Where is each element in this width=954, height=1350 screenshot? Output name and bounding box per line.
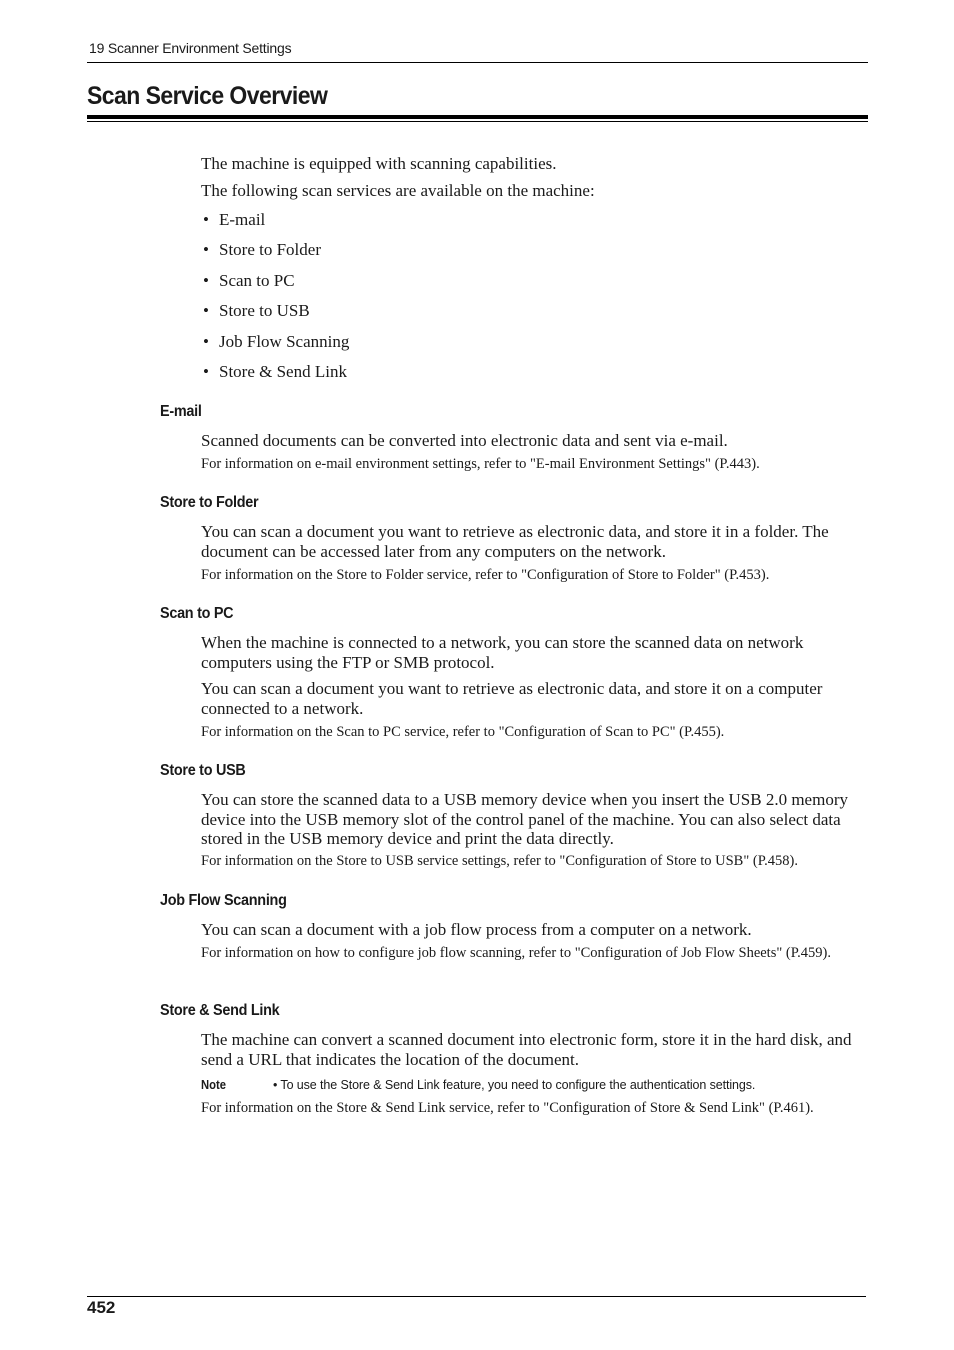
section-body: You can scan a document with a job flow process from a computer on a network. [201, 920, 752, 939]
intro-text: The machine is equipped with scanning capabilities. [201, 154, 557, 173]
section-reference: For information on e-mail environment settings, refer to "E-mail Environment Settings" (P.443). [201, 456, 760, 472]
page-title: Scan Service Overview [87, 82, 328, 110]
list-item: • Store & Send Link [203, 362, 347, 381]
running-head: 19 Scanner Environment Settings [89, 40, 292, 56]
section-reference: For information on the Store & Send Link service, refer to "Configuration of Store & Send Link" (P.461). [201, 1100, 814, 1116]
section-reference: For information on the Scan to PC service, refer to "Configuration of Scan to PC" (P.455). [201, 724, 725, 740]
intro-text: The following scan services are available on the machine: [201, 181, 595, 200]
page-number: 452 [87, 1298, 116, 1317]
section-reference: For information on the Store to USB service settings, refer to "Configuration of Store to USB" (P.458). [201, 853, 799, 869]
section-heading-job-flow-scanning: Job Flow Scanning [160, 892, 287, 909]
section-body: The machine can convert a scanned document into electronic form, store it in the hard disk, and send a URL that indicates the location of the document. [201, 1030, 852, 1069]
list-item-label: E-mail [219, 210, 266, 229]
footer-divider [87, 1296, 866, 1297]
list-item-label: Job Flow Scanning [219, 332, 350, 351]
section-body: You can scan a document you want to retrieve as electronic data, and store it in a folder. The document can be accessed later from any computers on the network. [201, 522, 829, 561]
section-reference: For information on the Store to Folder service, refer to "Configuration of Store to Folder" (P.453). [201, 567, 770, 583]
list-item: • Store to Folder [203, 240, 321, 259]
title-rule-thick [87, 115, 868, 119]
section-body: When the machine is connected to a network, you can store the scanned data on network computers using the FTP or SMB protocol. [201, 633, 804, 672]
note-label: Note [201, 1078, 227, 1092]
list-item: • Scan to PC [203, 271, 295, 290]
list-item: • E-mail [203, 210, 266, 229]
section-heading-scan-to-pc: Scan to PC [160, 605, 234, 622]
list-item: • Job Flow Scanning [203, 332, 350, 351]
section-body: Scanned documents can be converted into electronic data and sent via e-mail. [201, 431, 728, 450]
section-heading-store-to-usb: Store to USB [160, 762, 246, 779]
list-item-label: Store & Send Link [219, 362, 347, 381]
list-item: • Store to USB [203, 301, 310, 320]
section-body: You can scan a document you want to retrieve as electronic data, and store it on a computer connected to a network. [201, 679, 823, 718]
title-rule-thin [87, 121, 868, 122]
section-heading-store-to-folder: Store to Folder [160, 494, 259, 511]
list-item-label: Scan to PC [219, 271, 295, 290]
section-heading-email: E-mail [160, 403, 202, 420]
list-item-label: Store to Folder [219, 240, 321, 259]
note-text: • To use the Store & Send Link feature, you need to configure the authentication settings. [273, 1078, 756, 1092]
section-heading-store-send-link: Store & Send Link [160, 1002, 280, 1019]
section-reference: For information on how to configure job flow scanning, refer to "Configuration of Job Flow Sheets" (P.459). [201, 945, 832, 961]
section-body: You can store the scanned data to a USB memory device when you insert the USB 2.0 memory device into the USB memory slot of the control panel of the machine. You can also select data stored in the USB memory device and print the data directly. [201, 790, 848, 848]
list-item-label: Store to USB [219, 301, 310, 320]
header-divider [87, 62, 868, 63]
